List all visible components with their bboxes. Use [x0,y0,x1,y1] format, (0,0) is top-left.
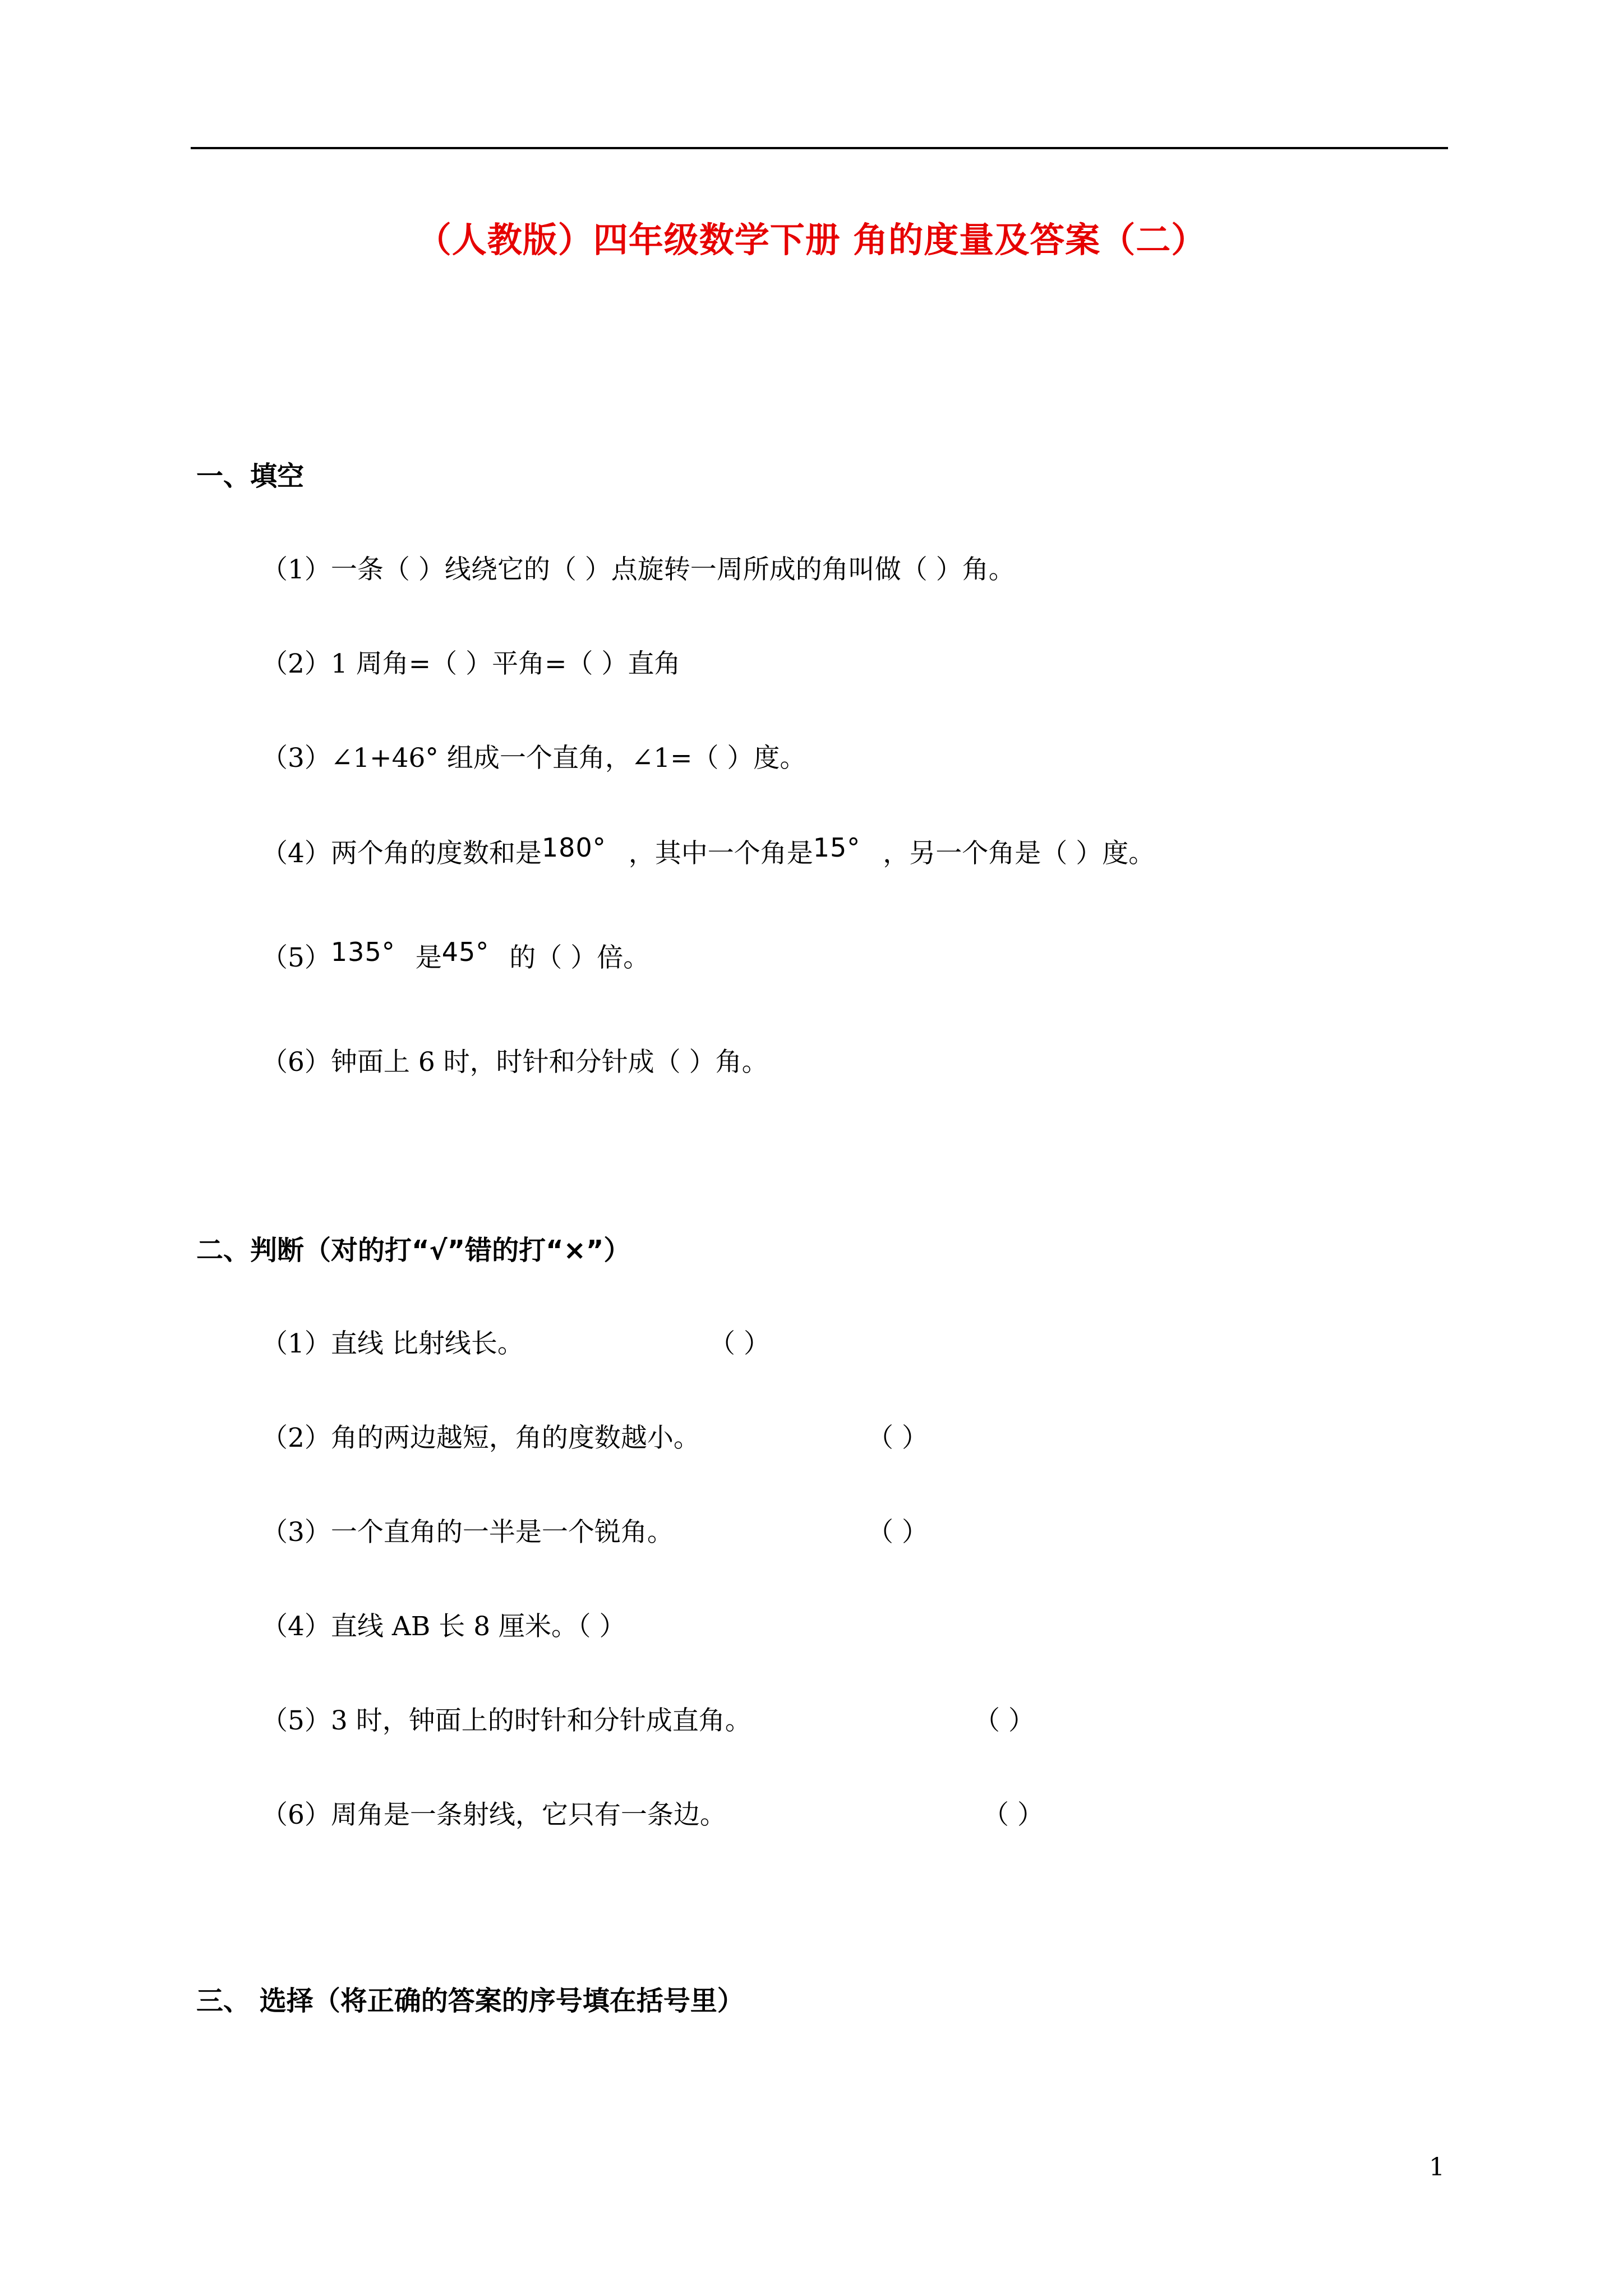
question-1-4 [261,832,1155,870]
degree-value-135: 135° [330,937,395,967]
judge-item-2: （2）角的两边越短，角的度数越小。 [261,1423,700,1453]
judge-answer-1: （ ） [709,1328,770,1359]
question-1-5-part-c: 的（ ）倍。 [509,942,650,973]
question-1-4-part-b: ，其中一个角是 [628,838,813,869]
judge-item-4: （4）直线 AB 长 8 厘米。（ ） [261,1611,626,1642]
judge-item-3: （3）一个直角的一半是一个锐角。 [261,1517,674,1548]
section-heading-fill-blank: 一、填空 [196,461,305,492]
section-heading-multiple-choice: 三、 选择（将正确的答案的序号填在括号里） [196,1985,744,2017]
question-1-2: （2）1 周角=（ ）平角=（ ）直角 [261,648,681,679]
question-1-4-part-a: （4）两个角的度数和是 [261,838,542,869]
question-1-4-part-c: ，另一个角是（ ）度。 [883,838,1155,869]
question-1-5-part-a: （5） [261,942,331,973]
question-1-3: （3）∠1+46° 组成一个直角，∠1=（ ）度。 [261,743,806,774]
judge-item-5: （5）3 时，钟面上的时针和分针成直角。 [261,1705,751,1736]
page-title: （人教版）四年级数学下册 角的度量及答案（二） [416,219,1207,260]
question-1-5 [261,937,649,974]
judge-item-6: （6）周角是一条射线，它只有一条边。 [261,1800,726,1830]
judge-answer-2: （ ） [867,1423,928,1453]
header-rule [191,147,1448,149]
degree-value-180: 180° [541,832,606,863]
page-number: 1 [1429,2153,1445,2182]
section-heading-true-false: 二、判断（对的打“√”错的打“×”） [196,1235,631,1266]
judge-answer-5: （ ） [974,1705,1035,1736]
question-1-1: （1）一条（ ）线绕它的（ ）点旋转一周所成的角叫做（ ）角。 [261,554,1015,585]
question-1-5-part-b: 是 [415,942,442,973]
judge-answer-3: （ ） [867,1517,928,1548]
question-1-6: （6）钟面上 6 时，时针和分针成（ ）角。 [261,1047,768,1078]
judge-answer-6: （ ） [983,1800,1044,1830]
degree-value-15: 15° [813,832,861,863]
judge-item-1: （1）直线 比射线长。 [261,1328,524,1359]
degree-value-45: 45° [441,937,490,967]
